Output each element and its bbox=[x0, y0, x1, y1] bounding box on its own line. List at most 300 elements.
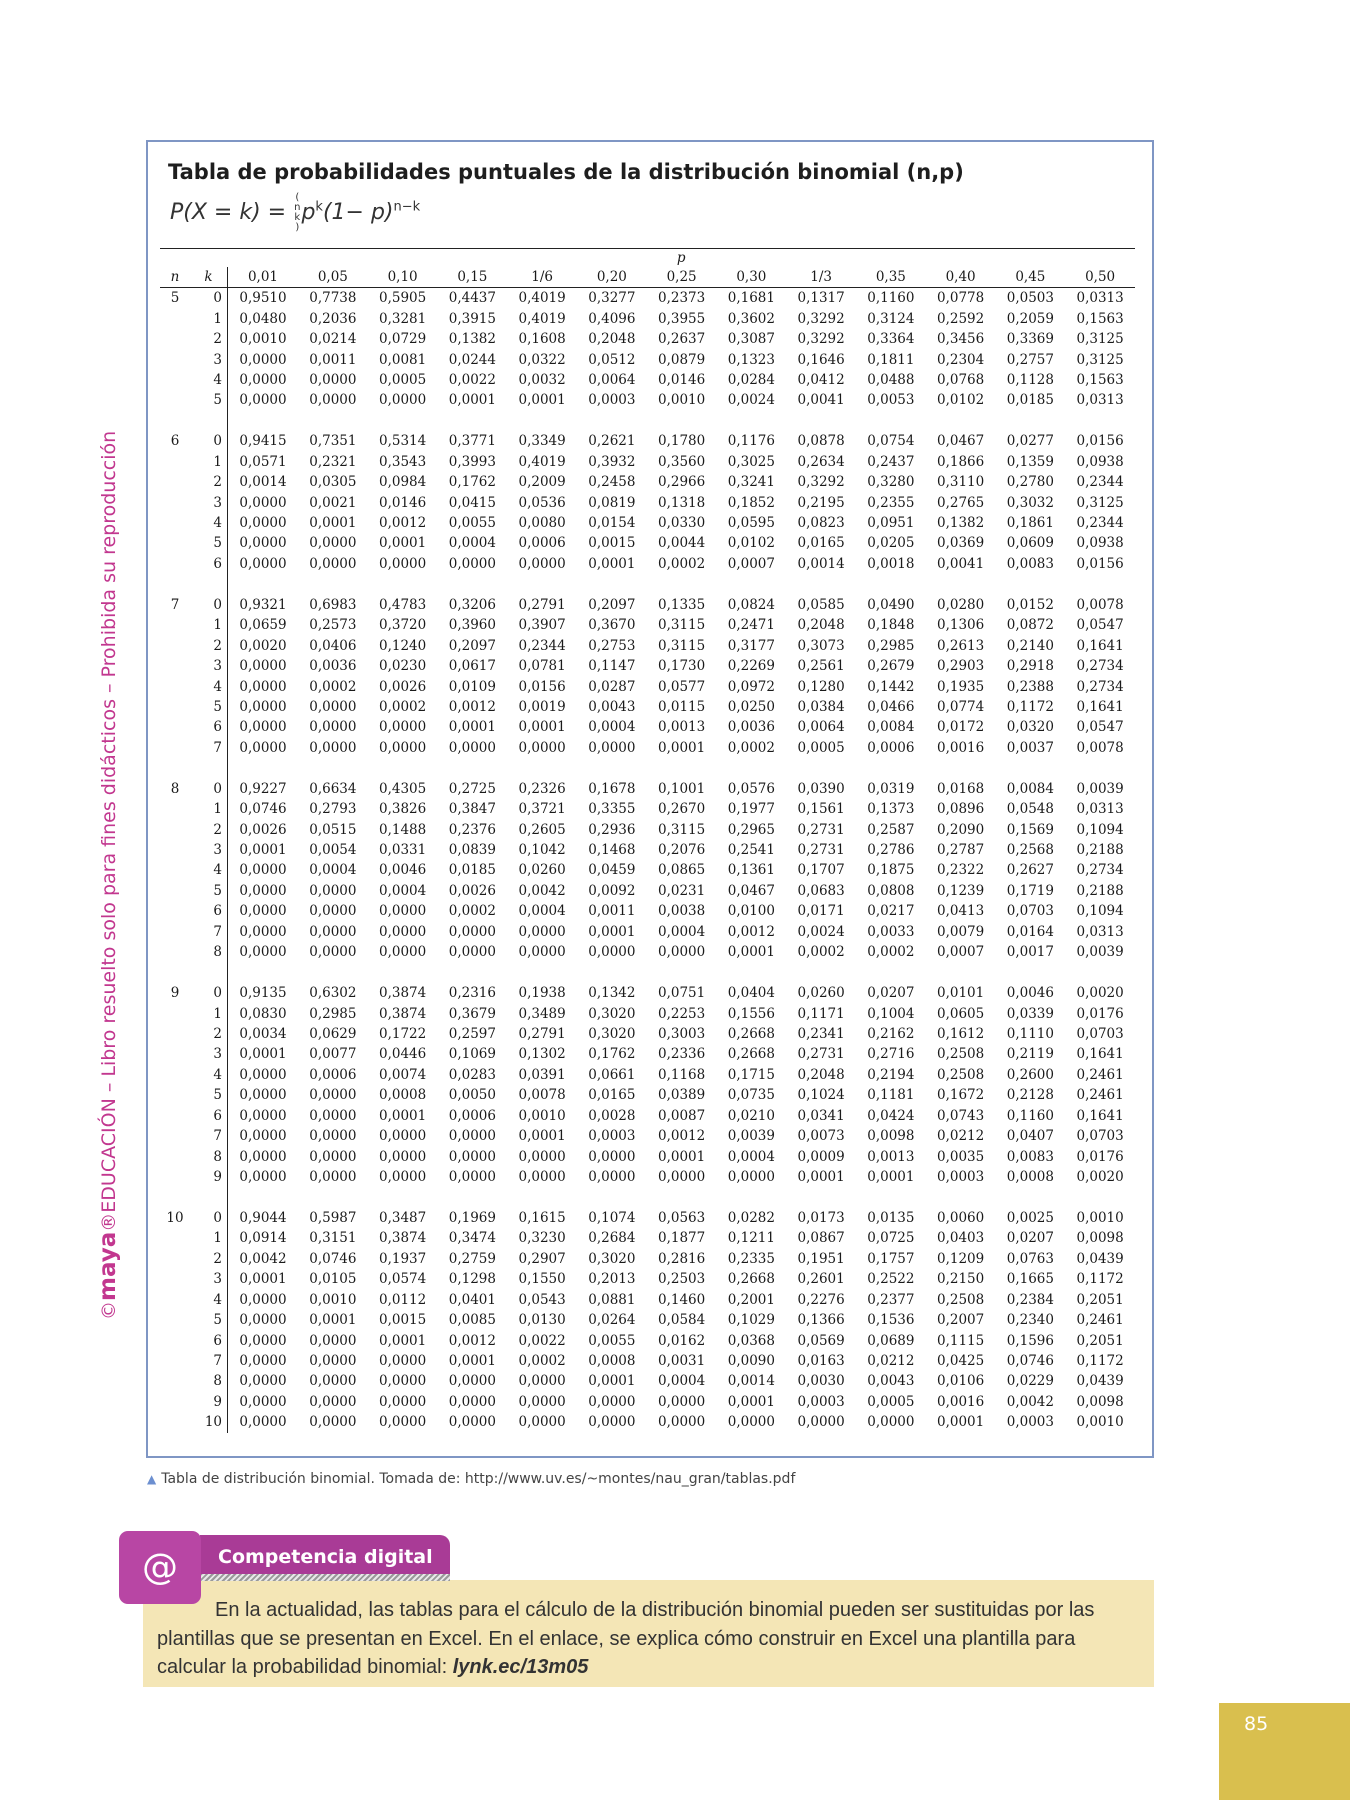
probability-cell: 0,0391 bbox=[518, 1066, 566, 1083]
probability-cell: 0,0407 bbox=[1006, 1128, 1054, 1145]
probability-cell: 0,3349 bbox=[518, 433, 566, 450]
k-cell: 5 bbox=[190, 390, 228, 410]
probability-cell: 0,0341 bbox=[797, 1107, 845, 1124]
k-cell: 3 bbox=[190, 1269, 228, 1289]
competencia-title: Competencia digital bbox=[218, 1546, 433, 1568]
probability-cell: 0,2048 bbox=[588, 331, 636, 348]
probability-cell: 0,0703 bbox=[1076, 1025, 1124, 1042]
table-row bbox=[160, 1249, 1135, 1269]
probability-cell: 0,3115 bbox=[657, 637, 706, 654]
probability-cell: 0,0001 bbox=[448, 719, 496, 736]
k-cell: 3 bbox=[190, 1044, 228, 1064]
table-row bbox=[160, 554, 1135, 574]
probability-cell: 0,0102 bbox=[936, 392, 985, 409]
n-cell bbox=[160, 370, 190, 390]
probability-cell: 0,0006 bbox=[867, 739, 915, 756]
probability-cell: 0,0000 bbox=[588, 1393, 636, 1410]
probability-cell: 0,0042 bbox=[1006, 1393, 1054, 1410]
probability-cell: 0,0000 bbox=[309, 944, 357, 961]
probability-cell: 0,9415 bbox=[239, 433, 287, 450]
probability-cell: 0,3241 bbox=[727, 474, 775, 491]
probability-cell: 0,0001 bbox=[378, 1332, 427, 1349]
probability-cell: 0,0004 bbox=[378, 882, 427, 899]
probability-cell: 0,0176 bbox=[1076, 1148, 1124, 1165]
k-cell: 5 bbox=[190, 1085, 228, 1105]
probability-cell: 0,0000 bbox=[518, 1414, 566, 1431]
probability-cell: 0,0035 bbox=[936, 1148, 985, 1165]
n-cell bbox=[160, 1289, 190, 1309]
n-cell: 5 bbox=[170, 290, 180, 307]
probability-cell: 0,0743 bbox=[936, 1107, 985, 1124]
probability-cell: 0,0571 bbox=[239, 453, 287, 470]
probability-cell: 0,1029 bbox=[727, 1312, 775, 1329]
n-cell bbox=[160, 738, 190, 758]
table-row bbox=[160, 1003, 1135, 1023]
probability-cell: 0,0284 bbox=[727, 371, 775, 388]
probability-cell: 0,2716 bbox=[867, 1046, 915, 1063]
n-cell bbox=[160, 1330, 190, 1350]
formula-middle: (1− p) bbox=[322, 200, 394, 225]
probability-cell: 0,2731 bbox=[797, 821, 845, 838]
page-number-badge bbox=[1219, 1703, 1350, 1800]
n-cell bbox=[160, 942, 190, 962]
probability-cell: 0,0080 bbox=[518, 515, 566, 532]
probability-cell: 0,1861 bbox=[1006, 515, 1054, 532]
probability-cell: 0,0439 bbox=[1076, 1250, 1124, 1267]
probability-cell: 0,9135 bbox=[239, 985, 287, 1002]
probability-cell: 0,4305 bbox=[378, 780, 427, 797]
probability-cell: 0,1852 bbox=[727, 494, 775, 511]
probability-cell: 0,0368 bbox=[727, 1332, 775, 1349]
table-row bbox=[160, 1371, 1135, 1391]
probability-cell: 0,0037 bbox=[1006, 739, 1054, 756]
probability-cell: 0,0154 bbox=[588, 515, 636, 532]
probability-cell: 0,3280 bbox=[867, 474, 915, 491]
table-body bbox=[160, 288, 1135, 1433]
probability-cell: 0,3369 bbox=[1006, 331, 1054, 348]
probability-cell: 0,3993 bbox=[448, 453, 496, 470]
probability-cell: 0,0000 bbox=[518, 1373, 566, 1390]
probability-cell: 0,0014 bbox=[239, 474, 287, 491]
probability-cell: 0,2335 bbox=[727, 1250, 775, 1267]
probability-cell: 0,4783 bbox=[378, 596, 427, 613]
probability-cell: 0,0000 bbox=[239, 923, 287, 940]
probability-cell: 0,2461 bbox=[1076, 1312, 1124, 1329]
probability-cell: 0,1280 bbox=[797, 678, 845, 695]
n-cell bbox=[160, 922, 190, 942]
probability-cell: 0,0466 bbox=[867, 698, 915, 715]
probability-cell: 0,0406 bbox=[309, 637, 357, 654]
probability-cell: 0,0019 bbox=[518, 698, 566, 715]
probability-cell: 0,0424 bbox=[867, 1107, 915, 1124]
probability-cell: 0,0212 bbox=[867, 1352, 915, 1369]
probability-cell: 0,0185 bbox=[448, 862, 496, 879]
p-column-header: 0,45 bbox=[995, 267, 1065, 288]
probability-cell: 0,1172 bbox=[1076, 1271, 1124, 1288]
probability-cell: 0,1373 bbox=[867, 801, 915, 818]
probability-cell: 0,0000 bbox=[378, 944, 427, 961]
probability-cell: 0,0000 bbox=[378, 1352, 427, 1369]
probability-cell: 0,0015 bbox=[588, 535, 636, 552]
probability-cell: 0,0384 bbox=[797, 698, 845, 715]
probability-cell: 0,0026 bbox=[239, 821, 287, 838]
n-cell bbox=[160, 860, 190, 880]
probability-cell: 0,0000 bbox=[309, 555, 357, 572]
probability-cell: 0,0020 bbox=[1076, 1169, 1124, 1186]
probability-cell: 0,1460 bbox=[657, 1291, 706, 1308]
probability-cell: 0,0007 bbox=[727, 555, 775, 572]
probability-cell: 0,0006 bbox=[309, 1066, 357, 1083]
probability-cell: 0,2966 bbox=[657, 474, 706, 491]
probability-cell: 0,0001 bbox=[867, 1169, 915, 1186]
probability-cell: 0,0000 bbox=[239, 1332, 287, 1349]
n-cell bbox=[160, 1249, 190, 1269]
probability-cell: 0,0001 bbox=[239, 1271, 287, 1288]
probability-cell: 0,3364 bbox=[867, 331, 915, 348]
probability-cell: 0,2793 bbox=[309, 801, 357, 818]
probability-cell: 0,0808 bbox=[867, 882, 915, 899]
probability-cell: 0,0000 bbox=[239, 1393, 287, 1410]
probability-cell: 0,0536 bbox=[518, 494, 566, 511]
probability-cell: 0,0025 bbox=[1006, 1209, 1054, 1226]
n-cell: 9 bbox=[170, 985, 180, 1002]
probability-cell: 0,0060 bbox=[936, 1209, 985, 1226]
probability-cell: 0,0008 bbox=[1006, 1169, 1054, 1186]
competencia-text bbox=[157, 1596, 1142, 1682]
probability-cell: 0,0000 bbox=[239, 882, 287, 899]
probability-cell: 0,0036 bbox=[727, 719, 775, 736]
probability-cell: 0,1382 bbox=[936, 515, 985, 532]
probability-cell: 0,1641 bbox=[1076, 1107, 1124, 1124]
probability-cell: 0,3292 bbox=[797, 331, 845, 348]
probability-cell: 0,0078 bbox=[1076, 596, 1124, 613]
probability-cell: 0,9044 bbox=[239, 1209, 287, 1226]
probability-cell: 0,3292 bbox=[797, 310, 845, 327]
probability-cell: 0,0011 bbox=[588, 903, 636, 920]
probability-cell: 0,0000 bbox=[378, 1148, 427, 1165]
competencia-link[interactable]: lynk.ec/13m05 bbox=[452, 1656, 589, 1678]
probability-cell: 0,0000 bbox=[588, 1148, 636, 1165]
competencia-body: En la actualidad, las tablas para el cálculo de la distribución binomial pueden ser sustituidas por las plantillas que se presentan en Excel. En el enlace, se explica cómo construir en Excel una plantilla para calcular la probabilidad binomial: bbox=[157, 1599, 1095, 1678]
probability-cell: 0,1561 bbox=[797, 801, 845, 818]
probability-cell: 0,0689 bbox=[867, 1332, 915, 1349]
probability-cell: 0,1335 bbox=[657, 596, 706, 613]
probability-cell: 0,0000 bbox=[518, 944, 566, 961]
probability-cell: 0,0330 bbox=[657, 515, 706, 532]
table-row bbox=[160, 779, 1135, 799]
probability-cell: 0,0000 bbox=[239, 903, 287, 920]
binomial-table bbox=[160, 248, 1135, 1433]
n-cell bbox=[160, 1412, 190, 1432]
k-cell: 3 bbox=[190, 492, 228, 512]
probability-cell: 0,1342 bbox=[588, 985, 636, 1002]
probability-cell: 0,1762 bbox=[448, 474, 496, 491]
probability-cell: 0,0004 bbox=[657, 923, 706, 940]
probability-cell: 0,0000 bbox=[309, 719, 357, 736]
probability-cell: 0,0320 bbox=[1006, 719, 1054, 736]
probability-cell: 0,2573 bbox=[309, 617, 357, 634]
probability-cell: 0,1951 bbox=[797, 1250, 845, 1267]
probability-cell: 0,0548 bbox=[1006, 801, 1054, 818]
probability-cell: 0,0042 bbox=[239, 1250, 287, 1267]
probability-cell: 0,0584 bbox=[657, 1312, 706, 1329]
probability-cell: 0,2119 bbox=[1006, 1046, 1054, 1063]
probability-cell: 0,0000 bbox=[518, 555, 566, 572]
probability-cell: 0,0046 bbox=[1006, 985, 1054, 1002]
probability-cell: 0,7351 bbox=[309, 433, 357, 450]
probability-cell: 0,0152 bbox=[1006, 596, 1054, 613]
probability-cell: 0,0543 bbox=[518, 1291, 566, 1308]
probability-cell: 0,0000 bbox=[448, 1414, 496, 1431]
probability-cell: 0,0064 bbox=[588, 371, 636, 388]
probability-cell: 0,0331 bbox=[378, 842, 427, 859]
n-cell bbox=[160, 1310, 190, 1330]
probability-cell: 0,2048 bbox=[797, 1066, 845, 1083]
table-row bbox=[160, 1330, 1135, 1350]
probability-cell: 0,0028 bbox=[588, 1107, 636, 1124]
probability-cell: 0,1641 bbox=[1076, 637, 1124, 654]
probability-cell: 0,1128 bbox=[1006, 371, 1054, 388]
probability-cell: 0,0339 bbox=[1006, 1005, 1054, 1022]
probability-cell: 0,0000 bbox=[378, 739, 427, 756]
probability-cell: 0,2097 bbox=[588, 596, 636, 613]
probability-cell: 0,3960 bbox=[448, 617, 496, 634]
probability-cell: 0,0729 bbox=[378, 331, 427, 348]
probability-cell: 0,1110 bbox=[1006, 1025, 1054, 1042]
n-cell: 7 bbox=[170, 596, 180, 613]
probability-cell: 0,2051 bbox=[1076, 1291, 1124, 1308]
probability-cell: 0,0168 bbox=[936, 780, 985, 797]
probability-cell: 0,3874 bbox=[378, 1230, 427, 1247]
binom-bottom: k bbox=[294, 212, 301, 223]
probability-cell: 0,0280 bbox=[936, 596, 985, 613]
probability-cell: 0,0012 bbox=[448, 1332, 496, 1349]
table-row bbox=[160, 329, 1135, 349]
probability-cell: 0,0867 bbox=[797, 1230, 845, 1247]
table-row bbox=[160, 370, 1135, 390]
probability-cell: 0,2731 bbox=[797, 842, 845, 859]
n-cell: 6 bbox=[170, 433, 180, 450]
probability-cell: 0,0000 bbox=[378, 555, 427, 572]
table-row bbox=[160, 1146, 1135, 1166]
probability-cell: 0,0313 bbox=[1076, 801, 1124, 818]
probability-cell: 0,0001 bbox=[588, 923, 636, 940]
probability-cell: 0,0972 bbox=[727, 678, 775, 695]
probability-cell: 0,2461 bbox=[1076, 1087, 1124, 1104]
table-row bbox=[160, 1085, 1135, 1105]
probability-cell: 0,0000 bbox=[588, 1169, 636, 1186]
n-cell bbox=[160, 697, 190, 717]
probability-cell: 0,0001 bbox=[448, 392, 496, 409]
probability-cell: 0,2541 bbox=[727, 842, 775, 859]
k-cell: 7 bbox=[190, 738, 228, 758]
probability-cell: 0,0000 bbox=[239, 1128, 287, 1145]
probability-cell: 0,0016 bbox=[936, 739, 985, 756]
probability-cell: 0,0459 bbox=[588, 862, 636, 879]
probability-cell: 0,0077 bbox=[309, 1046, 357, 1063]
probability-cell: 0,3020 bbox=[588, 1005, 636, 1022]
probability-cell: 0,1969 bbox=[448, 1209, 496, 1226]
probability-cell: 0,2587 bbox=[867, 821, 915, 838]
probability-cell: 0,0210 bbox=[727, 1107, 775, 1124]
probability-cell: 0,0231 bbox=[657, 882, 706, 899]
probability-cell: 0,0007 bbox=[936, 944, 985, 961]
probability-cell: 0,0156 bbox=[518, 678, 566, 695]
probability-cell: 0,0001 bbox=[518, 392, 566, 409]
probability-cell: 0,2316 bbox=[448, 985, 496, 1002]
k-cell: 9 bbox=[190, 1167, 228, 1187]
probability-cell: 0,0774 bbox=[936, 698, 985, 715]
table-row bbox=[160, 819, 1135, 839]
probability-cell: 0,0000 bbox=[309, 1393, 357, 1410]
probability-cell: 0,0000 bbox=[448, 1148, 496, 1165]
probability-cell: 0,0084 bbox=[867, 719, 915, 736]
probability-cell: 0,2522 bbox=[867, 1271, 915, 1288]
probability-cell: 0,4019 bbox=[518, 290, 566, 307]
probability-cell: 0,0002 bbox=[867, 944, 915, 961]
probability-cell: 0,3907 bbox=[518, 617, 566, 634]
probability-cell: 0,0001 bbox=[448, 1352, 496, 1369]
probability-cell: 0,0022 bbox=[518, 1332, 566, 1349]
probability-cell: 0,1094 bbox=[1076, 903, 1124, 920]
probability-cell: 0,0042 bbox=[518, 882, 566, 899]
probability-cell: 0,0000 bbox=[518, 1169, 566, 1186]
n-cell bbox=[160, 554, 190, 574]
probability-cell: 0,0014 bbox=[727, 1373, 775, 1390]
p-column-header: 1/3 bbox=[786, 267, 856, 288]
probability-cell: 0,0000 bbox=[448, 1373, 496, 1390]
table-row bbox=[160, 615, 1135, 635]
probability-cell: 0,0313 bbox=[1076, 392, 1124, 409]
probability-cell: 0,1608 bbox=[518, 331, 566, 348]
table-caption bbox=[147, 1471, 795, 1487]
probability-cell: 0,0287 bbox=[588, 678, 636, 695]
probability-cell: 0,0404 bbox=[727, 985, 775, 1002]
probability-cell: 0,2508 bbox=[936, 1291, 985, 1308]
probability-cell: 0,0001 bbox=[797, 1169, 845, 1186]
probability-cell: 0,0000 bbox=[239, 1352, 287, 1369]
probability-cell: 0,0839 bbox=[448, 842, 496, 859]
probability-cell: 0,2341 bbox=[797, 1025, 845, 1042]
probability-cell: 0,0079 bbox=[936, 923, 985, 940]
probability-cell: 0,2787 bbox=[936, 842, 985, 859]
n-cell bbox=[160, 1167, 190, 1187]
probability-cell: 0,0039 bbox=[1076, 944, 1124, 961]
probability-cell: 0,0000 bbox=[309, 903, 357, 920]
probability-cell: 0,0163 bbox=[797, 1352, 845, 1369]
probability-cell: 0,0595 bbox=[727, 515, 775, 532]
table-row bbox=[160, 1289, 1135, 1309]
probability-cell: 0,0013 bbox=[867, 1148, 915, 1165]
probability-cell: 0,0011 bbox=[309, 351, 357, 368]
probability-cell: 0,1181 bbox=[867, 1087, 915, 1104]
probability-cell: 0,0164 bbox=[1006, 923, 1054, 940]
probability-cell: 0,0207 bbox=[1006, 1230, 1054, 1247]
probability-cell: 0,2059 bbox=[1006, 310, 1054, 327]
probability-cell: 0,2322 bbox=[936, 862, 985, 879]
probability-cell: 0,0001 bbox=[727, 944, 775, 961]
probability-cell: 0,2605 bbox=[518, 821, 566, 838]
probability-cell: 0,0260 bbox=[518, 862, 566, 879]
probability-cell: 0,0041 bbox=[797, 392, 845, 409]
probability-cell: 0,0000 bbox=[239, 678, 287, 695]
probability-cell: 0,0078 bbox=[518, 1087, 566, 1104]
probability-cell: 0,2965 bbox=[727, 821, 775, 838]
probability-cell: 0,3826 bbox=[378, 801, 427, 818]
k-cell: 6 bbox=[190, 554, 228, 574]
probability-cell: 0,0214 bbox=[309, 331, 357, 348]
n-cell: 8 bbox=[170, 780, 180, 797]
probability-cell: 0,1612 bbox=[936, 1025, 985, 1042]
k-cell: 3 bbox=[190, 349, 228, 369]
probability-cell: 0,2188 bbox=[1076, 882, 1124, 899]
k-cell: 8 bbox=[190, 1371, 228, 1391]
probability-cell: 0,0896 bbox=[936, 801, 985, 818]
table-row bbox=[160, 472, 1135, 492]
probability-cell: 0,1468 bbox=[588, 842, 636, 859]
probability-cell: 0,1176 bbox=[727, 433, 775, 450]
table-row bbox=[160, 349, 1135, 369]
probability-cell: 0,3720 bbox=[378, 617, 427, 634]
probability-cell: 0,0039 bbox=[1076, 780, 1124, 797]
probability-cell: 0,2759 bbox=[448, 1250, 496, 1267]
probability-cell: 0,1866 bbox=[936, 453, 985, 470]
probability-cell: 0,0001 bbox=[518, 719, 566, 736]
probability-cell: 0,3025 bbox=[727, 453, 775, 470]
group-spacer bbox=[160, 962, 1135, 982]
probability-cell: 0,0763 bbox=[1006, 1250, 1054, 1267]
table-row bbox=[160, 595, 1135, 615]
probability-cell: 0,2668 bbox=[727, 1271, 775, 1288]
probability-cell: 0,3020 bbox=[588, 1250, 636, 1267]
probability-cell: 0,0283 bbox=[448, 1066, 496, 1083]
probability-cell: 0,2461 bbox=[1076, 1066, 1124, 1083]
probability-cell: 0,0053 bbox=[867, 392, 915, 409]
probability-cell: 0,1172 bbox=[1076, 1352, 1124, 1369]
n-cell bbox=[160, 513, 190, 533]
probability-cell: 0,1536 bbox=[867, 1312, 915, 1329]
probability-cell: 0,2734 bbox=[1076, 658, 1124, 675]
table-row bbox=[160, 697, 1135, 717]
probability-cell: 0,0244 bbox=[448, 351, 496, 368]
table-row bbox=[160, 308, 1135, 328]
probability-cell: 0,0001 bbox=[239, 842, 287, 859]
probability-cell: 0,0277 bbox=[1006, 433, 1054, 450]
table-row bbox=[160, 533, 1135, 553]
probability-cell: 0,0000 bbox=[797, 1414, 845, 1431]
table-row bbox=[160, 288, 1135, 309]
table-row bbox=[160, 656, 1135, 676]
probability-cell: 0,0000 bbox=[239, 1087, 287, 1104]
probability-cell: 0,9227 bbox=[239, 780, 287, 797]
probability-cell: 0,0146 bbox=[378, 494, 427, 511]
probability-cell: 0,0001 bbox=[588, 555, 636, 572]
table-row bbox=[160, 942, 1135, 962]
probability-cell: 0,0044 bbox=[657, 535, 706, 552]
probability-cell: 0,0819 bbox=[588, 494, 636, 511]
probability-cell: 0,2458 bbox=[588, 474, 636, 491]
copyright-symbol: © bbox=[98, 1301, 120, 1320]
probability-cell: 0,2007 bbox=[936, 1312, 985, 1329]
probability-cell: 0,1646 bbox=[797, 351, 845, 368]
probability-cell: 0,0010 bbox=[1076, 1414, 1124, 1431]
k-cell: 8 bbox=[190, 1146, 228, 1166]
probability-cell: 0,2734 bbox=[1076, 862, 1124, 879]
probability-cell: 0,0264 bbox=[588, 1312, 636, 1329]
probability-cell: 0,2195 bbox=[797, 494, 845, 511]
k-cell: 6 bbox=[190, 1106, 228, 1126]
probability-cell: 0,0135 bbox=[867, 1209, 915, 1226]
